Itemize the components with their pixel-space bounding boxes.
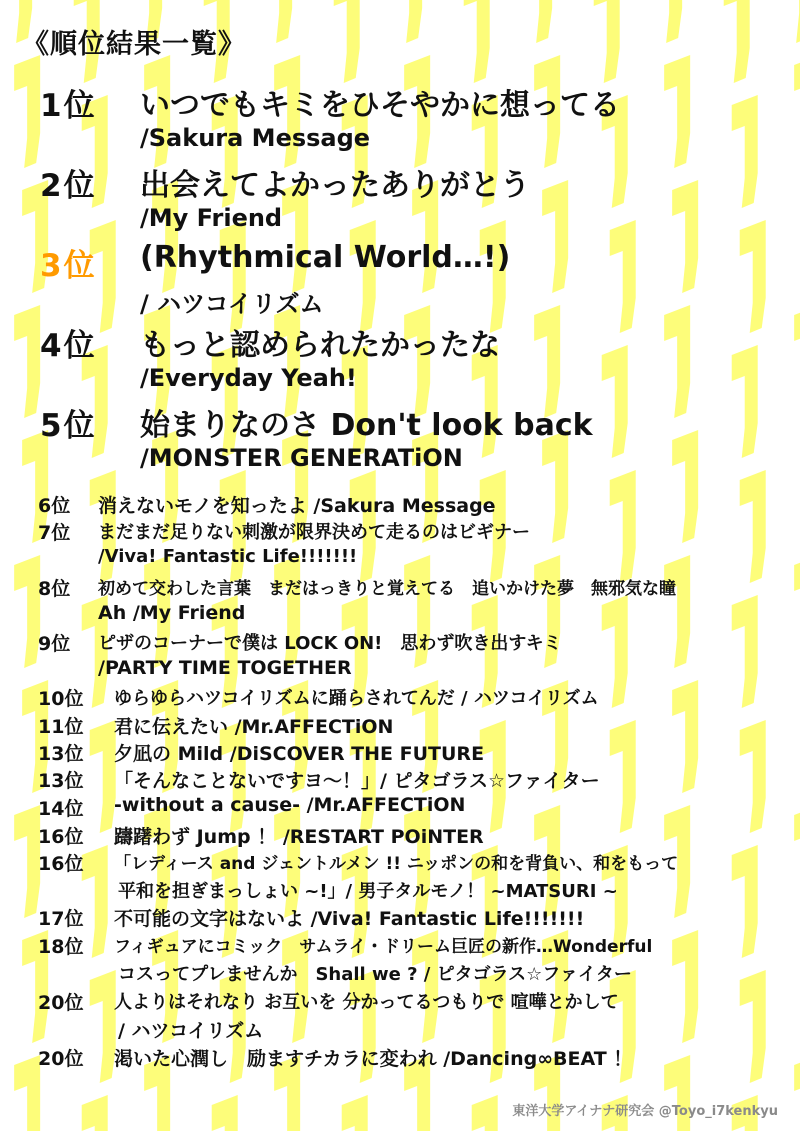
entry-text: 不可能の文字はないよ /Viva! Fantastic Life!!!!!!! [114, 908, 585, 930]
rank-label: 16位 [38, 853, 84, 875]
rank-label: 2位 [40, 168, 97, 204]
entry-text: まだまだ足りない刺激が限界決めて走るのはビギナー [98, 522, 530, 543]
rank-label: 11位 [38, 716, 84, 738]
entry-text: /PARTY TIME TOGETHER [98, 657, 352, 679]
song-title: (Rhythmical World…!) [140, 240, 511, 275]
entry-text: コスってプレませんか Shall we ? / ピタゴラス☆ファイター [118, 964, 632, 985]
rank-label: 8位 [38, 578, 71, 600]
rank-label: 16位 [38, 826, 84, 848]
rank-label: 7位 [38, 522, 71, 544]
rank-label: 10位 [38, 688, 84, 710]
rank-label: 17位 [38, 908, 84, 930]
entry-text: 渇いた心潤し 励ますチカラに変われ /Dancing∞BEAT ！ [114, 1048, 633, 1070]
entry-text: 「そんなことないですヨ〜！」/ ピタゴラス☆ファイター [114, 770, 600, 792]
entry-text: -without a cause- /Mr.AFFECTiON [114, 794, 466, 816]
rank-label: 13位 [38, 743, 84, 765]
rank-label: 18位 [38, 936, 84, 958]
entry-text: 消えないモノを知ったよ /Sakura Message [98, 495, 496, 517]
rank-label: 20位 [38, 992, 84, 1014]
rank-label: 20位 [38, 1048, 84, 1070]
entry-text: フィギュアにコミック サムライ・ドリーム巨匠の新作…Wonderful [114, 937, 653, 957]
rank-label: 6位 [38, 495, 71, 517]
song-title: いつでもキミをひそやかに想ってる [140, 88, 620, 123]
rank-label: 1位 [40, 88, 97, 124]
rank-label: 13位 [38, 770, 84, 792]
entry-text: 夕凪の Mild /DiSCOVER THE FUTURE [114, 743, 485, 765]
entry-text: 「レディース and ジェントルメン !! ニッポンの和を背負い、和をもって [114, 854, 679, 874]
rank-label: 14位 [38, 798, 84, 820]
rank-label: 5位 [40, 408, 97, 444]
song-title: もっと認められたかったな [140, 328, 500, 363]
entry-text: ゆらゆらハツコイリズムに踊らされてんだ / ハツコイリズム [114, 688, 599, 709]
artist-name: /My Friend [140, 204, 283, 232]
song-title: 出会えてよかったありがとう [140, 168, 530, 203]
credit-footer: 東洋大学アイナナ研究会 @Toyo_i7kenkyu [512, 1104, 778, 1119]
artist-name: / ハツコイリズム [140, 290, 324, 318]
artist-name: /MONSTER GENERATiON [140, 444, 463, 472]
rank-label: 3位 [40, 248, 97, 284]
entry-text: 人よりはそれなり お互いを 分かってるつもりで 喧嘩とかして [114, 992, 619, 1013]
entry-text: / ハツコイリズム [118, 1020, 264, 1042]
entry-text: 平和を担ぎまっしょい ~!」/ 男子タルモノ！ ~MATSURI ~ [118, 881, 618, 902]
song-title: 始まりなのさ Don't look back [140, 408, 593, 443]
rank-label: 9位 [38, 633, 71, 655]
rank-label: 4位 [40, 328, 97, 364]
entry-text: 躊躇わず Jump ！ /RESTART POiNTER [114, 826, 484, 848]
entry-text: 初めて交わした言葉 まだはっきりと覚えてる 追いかけた夢 無邪気な瞳 [98, 579, 676, 599]
entry-text: Ah /My Friend [98, 602, 246, 624]
entry-text: ピザのコーナーで僕は LOCK ON! 思わず吹き出すキミ [98, 633, 562, 654]
page-title: 《順位結果一覧》 [22, 29, 246, 60]
artist-name: /Everyday Yeah! [140, 364, 357, 392]
entry-text: /Viva! Fantastic Life!!!!!!! [98, 546, 358, 567]
entry-text: 君に伝えたい /Mr.AFFECTiON [114, 716, 394, 738]
artist-name: /Sakura Message [140, 124, 371, 152]
